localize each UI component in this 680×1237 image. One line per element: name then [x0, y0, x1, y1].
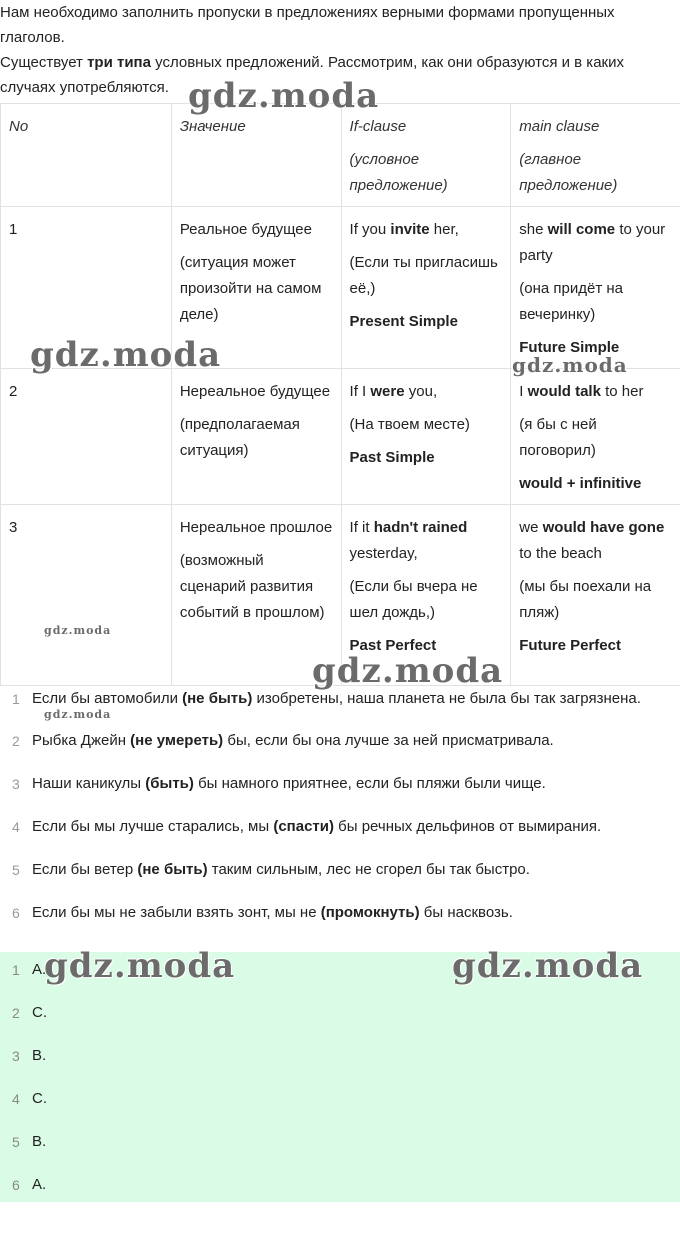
main-example [519, 217, 672, 269]
row-num-text: 1 [9, 221, 18, 238]
row-if-clause [341, 369, 511, 505]
task-verb: (не умереть) [130, 732, 224, 749]
answer-number: 1 [12, 962, 20, 978]
row-main-clause [511, 369, 680, 505]
answer-text: C. [32, 1004, 47, 1021]
row-if-clause [341, 207, 511, 369]
task-text-end: бы намного приятнее, если бы пляжи были чище. [193, 775, 546, 792]
header-if-sub: (условное предложение) [349, 151, 448, 194]
if-example [350, 217, 503, 243]
if-tense: Past Simple [349, 449, 435, 466]
main-verb: would talk [527, 383, 601, 400]
intro-line-2-end: условных предложений. Рассмотрим, как они образуются и в каких случаях употребляются. [0, 54, 624, 96]
task-number: 3 [12, 776, 20, 792]
if-translation: (Если ты пригласишь её,) [349, 254, 498, 297]
watermark: gdz.moda [44, 946, 236, 986]
header-main-title: main clause [519, 118, 600, 135]
watermark: gdz.moda [188, 76, 380, 116]
if-example [350, 379, 503, 405]
table-row [1, 369, 680, 505]
task-list [0, 686, 680, 926]
list-item [0, 771, 680, 797]
task-text-start: Если бы мы лучше старались, мы [32, 818, 274, 835]
answer-text: B. [32, 1047, 47, 1064]
answer-number: 5 [12, 1134, 20, 1150]
main-pre: we [519, 519, 543, 536]
answer-list [0, 952, 680, 1210]
row-num [1, 369, 172, 505]
main-verb: will come [547, 221, 616, 238]
header-meaning [171, 104, 341, 207]
meaning-text: Реальное будущее [179, 221, 312, 238]
conditionals-table [0, 103, 680, 686]
main-tense: would + infinitive [519, 475, 642, 492]
task-number: 6 [12, 905, 20, 921]
main-translation: (я бы с ней поговорил) [519, 416, 597, 459]
watermark: gdz.moda [312, 651, 504, 691]
header-no [1, 104, 172, 207]
header-main-clause [511, 104, 680, 207]
list-item [0, 1081, 680, 1124]
task-text-end: изобретены, наша планета не была бы так загрязнена. [252, 690, 641, 707]
if-post: her, [429, 221, 459, 238]
list-item [0, 995, 680, 1038]
meaning-note: (возможный сценарий развития событий в прошлом) [179, 552, 325, 621]
if-pre: If you [349, 221, 391, 238]
list-item [0, 728, 680, 754]
meaning-text: Нереальное будущее [179, 383, 331, 400]
list-item [0, 1038, 680, 1081]
task-text-start: Если бы мы не забыли взять зонт, мы не [32, 904, 321, 921]
meaning-text: Нереальное прошлое [179, 519, 333, 536]
main-pre: she [519, 221, 548, 238]
task-number: 2 [12, 733, 20, 749]
watermark: gdz.moda [44, 624, 112, 637]
row-num-text: 2 [9, 383, 18, 400]
main-tense: Future Perfect [519, 637, 621, 654]
answer-number: 4 [12, 1091, 20, 1107]
if-example [350, 515, 503, 567]
row-num-text: 3 [9, 519, 18, 536]
list-item [0, 1167, 680, 1210]
meaning-note: (предполагаемая ситуация) [179, 416, 300, 459]
task-text-start: Если бы автомобили [32, 690, 183, 707]
task-number: 5 [12, 862, 20, 878]
row-num [1, 505, 172, 686]
intro-three-types: три типа [87, 54, 151, 71]
if-pre: If I [349, 383, 371, 400]
if-verb: invite [390, 221, 430, 238]
row-main-clause [511, 207, 680, 369]
main-verb: would have gone [542, 519, 665, 536]
task-text-end: таким сильным, лес не сгорел бы так быстро. [207, 861, 530, 878]
task-text-end: бы речных дельфинов от вымирания. [333, 818, 602, 835]
header-main-sub: (главное предложение) [519, 151, 618, 194]
task-verb: (быть) [145, 775, 194, 792]
if-post: you, [404, 383, 438, 400]
main-example [519, 379, 672, 405]
list-item [0, 900, 680, 926]
task-number: 4 [12, 819, 20, 835]
task-verb: (не быть) [182, 690, 253, 707]
answer-number: 3 [12, 1048, 20, 1064]
answer-text: B. [32, 1133, 47, 1150]
if-translation: (На твоем месте) [349, 416, 470, 433]
task-text-start: Если бы ветер [32, 861, 138, 878]
header-no-text: No [9, 118, 29, 135]
table-header-row [1, 104, 680, 207]
main-post: to her [600, 383, 644, 400]
task-text-end: бы, если бы она лучше за ней присматривала. [223, 732, 554, 749]
if-verb: hadn't rained [373, 519, 468, 536]
header-meaning-text: Значение [179, 118, 246, 135]
if-tense: Past Perfect [349, 637, 437, 654]
watermark: gdz.moda [30, 335, 222, 375]
list-item [0, 1124, 680, 1167]
answer-number: 6 [12, 1177, 20, 1193]
task-verb: (не быть) [137, 861, 208, 878]
answer-number: 2 [12, 1005, 20, 1021]
row-main-clause [511, 505, 680, 686]
task-verb: (промокнуть) [320, 904, 420, 921]
watermark: gdz.moda [512, 353, 628, 377]
header-if-title: If-clause [349, 118, 407, 135]
task-text-start: Рыбка Джейн [32, 732, 131, 749]
meaning-note: (ситуация может произойти на самом деле) [179, 254, 322, 323]
main-translation: (она придёт на вечеринку) [519, 280, 623, 323]
if-post: yesterday, [349, 545, 418, 562]
main-tense: Future Simple [519, 339, 620, 356]
task-verb: (спасти) [273, 818, 334, 835]
if-tense: Present Simple [349, 313, 458, 330]
answer-text: A. [32, 961, 47, 978]
watermark: gdz.moda [44, 708, 112, 721]
task-text-end: бы насквозь. [419, 904, 513, 921]
answer-text: A. [32, 1176, 47, 1193]
main-post: to your party [519, 221, 666, 264]
answers-block [0, 952, 680, 1202]
intro-line-1: Нам необходимо заполнить пропуски в предложениях верными формами пропущенных глаголов. [0, 4, 615, 46]
watermark: gdz.moda [452, 946, 644, 986]
if-verb: were [370, 383, 405, 400]
if-translation: (Если бы вчера не шел дождь,) [349, 578, 478, 621]
row-meaning [171, 369, 341, 505]
main-post: to the beach [519, 545, 602, 562]
list-item [0, 857, 680, 883]
list-item [0, 814, 680, 840]
intro-line-2-start: Существует [0, 54, 88, 71]
header-if-clause [341, 104, 511, 207]
if-pre: If it [349, 519, 374, 536]
task-text-start: Наши каникулы [32, 775, 146, 792]
main-example [519, 515, 672, 567]
main-translation: (мы бы поехали на пляж) [519, 578, 652, 621]
answer-text: C. [32, 1090, 47, 1107]
task-number: 1 [12, 691, 20, 707]
main-pre: I [519, 383, 528, 400]
